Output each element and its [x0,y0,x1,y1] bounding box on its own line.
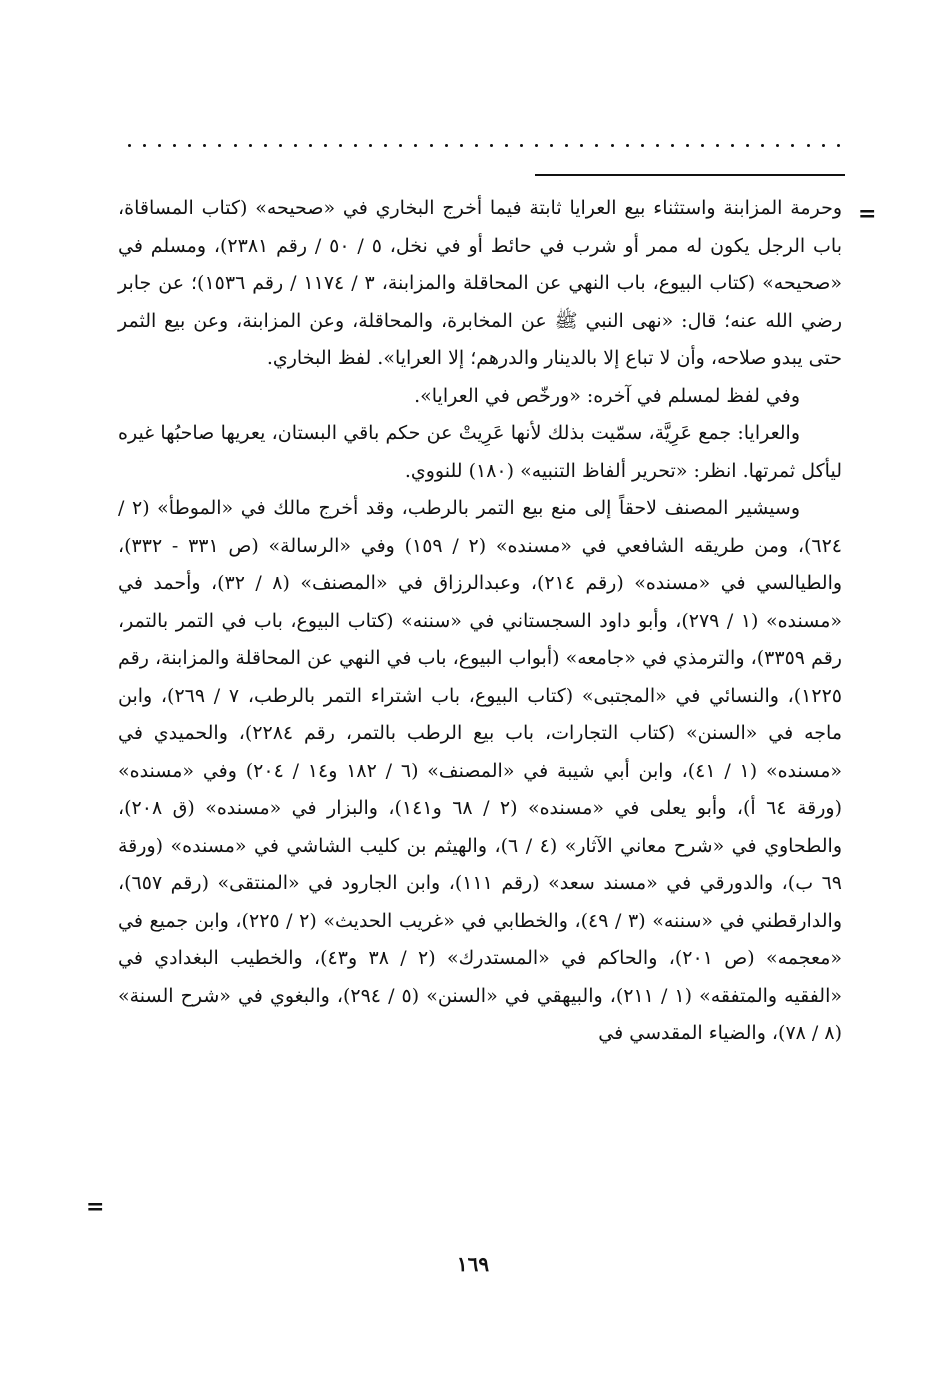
separator-dot [128,144,131,147]
separator-dot [490,144,493,147]
separator-dot [822,144,825,147]
separator-dot [535,144,538,147]
separator-dot [807,144,810,147]
separator-dot [550,144,553,147]
separator-dot [188,144,191,147]
separator-dot [203,144,206,147]
footnote-continued-marker-top: = [858,201,877,227]
separator-dot [671,144,674,147]
separator-dot [264,144,267,147]
separator-dot [309,144,312,147]
separator-dot [294,144,297,147]
separator-dot [143,144,146,147]
separator-dot [701,144,704,147]
separator-dot [234,144,237,147]
separator-dot [369,144,372,147]
separator-dot [249,144,252,147]
separator-dot [716,144,719,147]
footnote-paragraph-2: وفي لفظ لمسلم في آخره: «ورخّص في العرايا». [414,384,800,407]
separator-dot [686,144,689,147]
separator-dot [595,144,598,147]
separator-dot [611,144,614,147]
separator-dot [626,144,629,147]
footnote-paragraph-3: والعرايا: جمع عَرِيَّة، سمّيت بذلك لأنها عَرِيتْ عن حكم باقي البستان، يعريها صاحبُها غيره ليأكل ثمرتها. انظر: «تحرير ألفاظ التنبيه» (١٨٠) للنووي. [118,422,842,482]
separator-dot [837,144,840,147]
separator-dot [460,144,463,147]
page-number: ١٦٩ [456,1252,490,1276]
footnote-paragraph-1: وحرمة المزابنة واستثناء بيع العرايا ثابتة فيما أخرج البخاري في «صحيحه» (كتاب المساقاة، باب الرجل يكون له ممر أو شرب في حائط أو في نخل، ٥ / ٥٠ / رقم ٢٣٨١)، ومسلم في «صحيحه» (كتاب البيوع، باب النهي عن المحاقلة والمزابنة، ٣ / ١١٧٤ / رقم ١٥٣٦)؛ عن جابر رضي الله عنه؛ قال: «نهى النبي ﷺ عن المخابرة، والمحاقلة، وعن المزابنة، وعن بيع الثمر حتى يبدو صلاحه، وأن لا تباع إلا بالدينار والدرهم؛ إلا العرايا». لفظ البخاري. [118,197,842,369]
header-dotted-separator [128,138,840,152]
separator-dot [354,144,357,147]
footnote-continued-marker-bottom: = [86,1194,105,1220]
separator-dot [218,144,221,147]
separator-dot [565,144,568,147]
separator-dot [173,144,176,147]
separator-dot [414,144,417,147]
footnote-paragraph-4: وسيشير المصنف لاحقاً إلى منع بيع التمر بالرطب، وقد أخرج مالك في «الموطأ» (٢ / ٦٢٤)، ومن طريقه الشافعي في «مسنده» (٢ / ١٥٩) وفي «الرسالة» (ص ٣٣١ - ٣٣٢)، والطيالسي في «مسنده» (رقم ٢١٤)، وعبدالرزاق في «المصنف» (٨ / ٣٢)، وأحمد في «مسنده» (١ / ٢٧٩)، وأبو داود السجستاني في «سننه» (كتاب البيوع، باب في التمر بالتمر، رقم ٣٣٥٩)، والترمذي في «جامعه» (أبواب البيوع، باب في النهي عن المحاقلة والمزابنة، رقم ١٢٢٥)، والنسائي في «المجتبى» (كتاب البيوع، باب اشتراء التمر بالرطب، ٧ / ٢٦٩)، وابن ماجه في «السنن» (كتاب التجارات، باب بيع الرطب بالتمر، رقم ٢٢٨٤)، والحميدي في «مسنده» (١ / ٤١)، وابن أبي شيبة في «المصنف» (٦ / ١٨٢ و١٤ / ٢٠٤) وفي «مسنده» (ورقة ٦٤ أ)، وأبو يعلى في «مسنده» (٢ / ٦٨ و١٤١)، والبزار في «مسنده» (ق ٢٠٨)، والطحاوي في «شرح معاني الآثار» (٤ / ٦)، والهيثم بن كليب الشاشي في «مسنده» (ورقة ٦٩ ب)، والدورقي في «مسند سعد» (رقم ١١١)، وابن الجارود في «المنتقى» (رقم ٦٥٧)، والدارقطني في «سننه» (٣ / ٤٩)، والخطابي في «غريب الحديث» (٢ / ٢٢٥)، وابن جميع في «معجمه» (ص ٢٠١)، والحاكم في «المستدرك» (٢ / ٣٨ و٤٣)، والخطيب البغدادي في «الفقيه والمتفقه» (١ / ٢١١)، والبيهقي في «السنن» (٥ / ٢٩٤)، والبغوي في «شرح السنة» (٨ / ٧٨)، والضياء المقدسي في [118,497,843,1044]
separator-dot [731,144,734,147]
footnote-separator-rule [535,174,845,176]
separator-dot [791,144,794,147]
separator-dot [746,144,749,147]
separator-dot [776,144,779,147]
separator-dot [475,144,478,147]
separator-dot [656,144,659,147]
separator-dot [430,144,433,147]
separator-dot [399,144,402,147]
separator-dot [580,144,583,147]
separator-dot [761,144,764,147]
separator-dot [505,144,508,147]
separator-dot [384,144,387,147]
separator-dot [339,144,342,147]
separator-dot [520,144,523,147]
separator-dot [445,144,448,147]
separator-dot [324,144,327,147]
footnote-text [118,190,842,1053]
separator-dot [279,144,282,147]
separator-dot [158,144,161,147]
separator-dot [641,144,644,147]
